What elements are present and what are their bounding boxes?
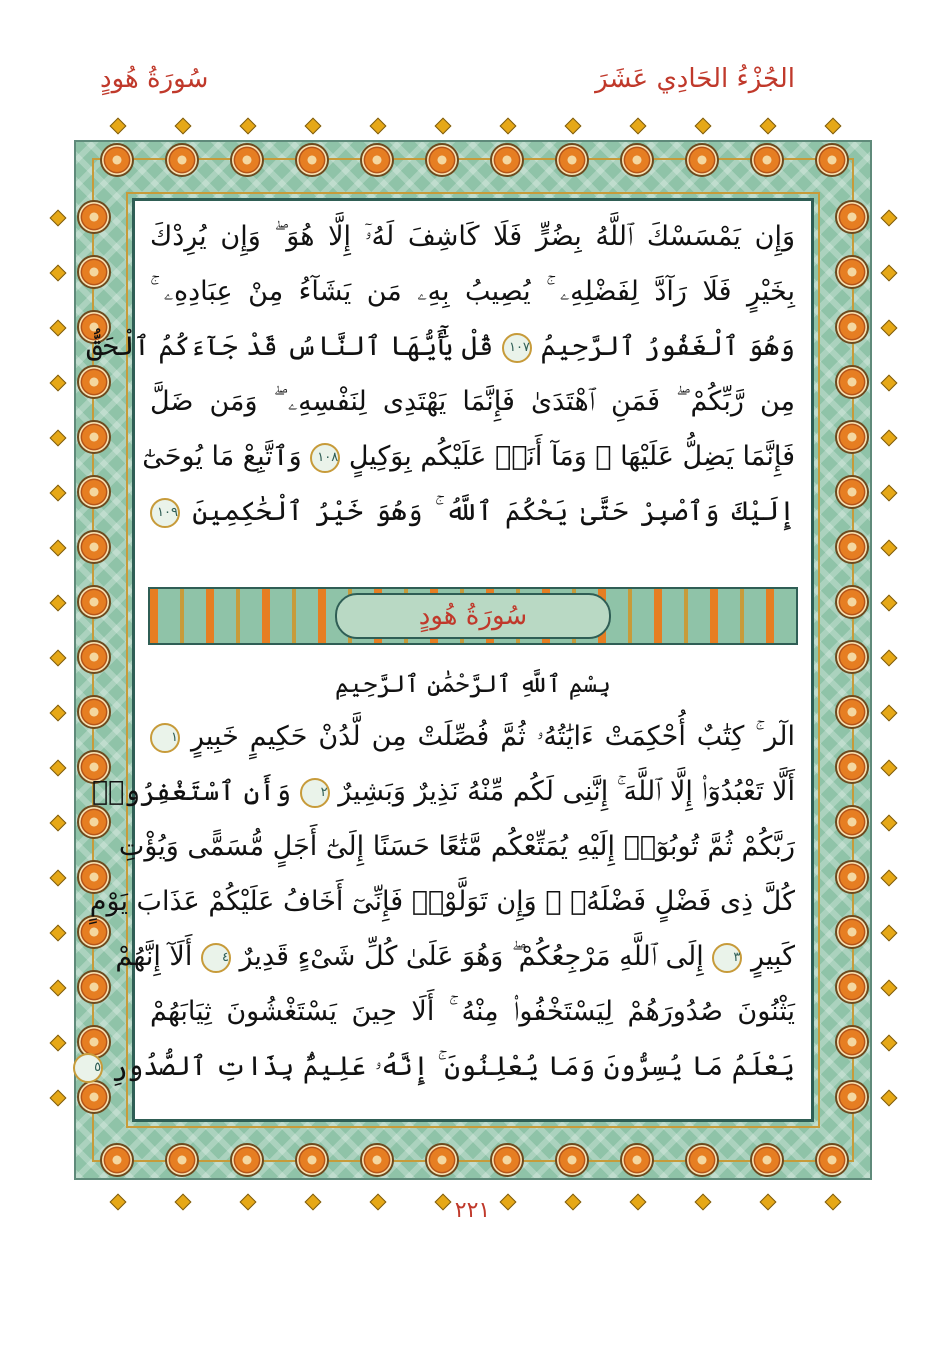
medallion-ornament-icon bbox=[835, 475, 869, 509]
verse-text: وَأَنِ ٱسْتَغْفِرُوا۟ bbox=[91, 776, 292, 807]
diamond-ornament-icon bbox=[50, 815, 67, 832]
verse-text: الٓر ۚ كِتَٰبٌ أُحْكِمَتْ ءَايَٰتُهُۥ ثُمَّ فُصِّلَتْ مِن لَّدُنْ حَكِيمٍ خَبِيرٍ bbox=[190, 721, 795, 752]
verse-line bbox=[118, 822, 795, 872]
verse-line bbox=[91, 767, 795, 817]
diamond-ornament-icon bbox=[881, 760, 898, 777]
medallion-ornament-icon bbox=[835, 255, 869, 289]
medallion-ornament-icon bbox=[425, 143, 459, 177]
ayah-number-marker: ١٠٨ bbox=[310, 443, 340, 473]
medallion-ornament-icon bbox=[77, 530, 111, 564]
diamond-ornament-icon bbox=[175, 118, 192, 135]
medallion-ornament-icon bbox=[750, 143, 784, 177]
ayah-number-marker: ٢ bbox=[300, 778, 330, 808]
ayah-number-marker: ١٠٧ bbox=[502, 333, 532, 363]
diamond-ornament-icon bbox=[240, 118, 257, 135]
verse-line bbox=[150, 267, 795, 317]
diamond-ornament-icon bbox=[500, 118, 517, 135]
diamond-ornament-icon bbox=[881, 320, 898, 337]
diamond-ornament-icon bbox=[50, 705, 67, 722]
medallion-ornament-icon bbox=[490, 1143, 524, 1177]
diamond-ornament-icon bbox=[881, 265, 898, 282]
medallion-ornament-icon bbox=[77, 200, 111, 234]
verse-text: كُلَّ ذِى فَضْلٍ فَضْلَهُۥ ۖ وَإِن تَوَلَّوْا۟ فَإِنِّىٓ أَخَافُ عَلَيْكُمْ عَذَابَ يَوْمٍ bbox=[89, 886, 795, 917]
diamond-ornament-icon bbox=[881, 210, 898, 227]
verse-text: قُلْ يَٰٓأَيُّهَا ٱلنَّاسُ قَدْ جَآءَكُمُ ٱلْحَقُّ bbox=[86, 331, 494, 362]
medallion-ornament-icon bbox=[230, 143, 264, 177]
verse-text: أَلَآ إِنَّهُمْ bbox=[115, 941, 193, 972]
diamond-ornament-icon bbox=[881, 870, 898, 887]
ayah-number-marker: ١٠٩ bbox=[150, 498, 180, 528]
verse-line bbox=[115, 932, 795, 982]
diamond-ornament-icon bbox=[50, 1090, 67, 1107]
surah-header: سُورَةُ هُودٍ bbox=[100, 64, 209, 94]
ayah-number-marker: ١ bbox=[150, 723, 180, 753]
verse-line bbox=[150, 212, 795, 262]
diamond-ornament-icon bbox=[881, 815, 898, 832]
medallion-ornament-icon bbox=[835, 750, 869, 784]
verse-text: إِلَى ٱللَّهِ مَرْجِعُكُمْ ۖ وَهُوَ عَلَىٰ كُلِّ شَىْءٍ قَدِيرٌ bbox=[239, 941, 704, 972]
medallion-ornament-icon bbox=[77, 475, 111, 509]
verse-line bbox=[142, 432, 795, 482]
medallion-ornament-icon bbox=[425, 1143, 459, 1177]
medallion-ornament-icon bbox=[835, 640, 869, 674]
medallion-ornament-icon bbox=[165, 1143, 199, 1177]
medallion-ornament-icon bbox=[835, 695, 869, 729]
diamond-ornament-icon bbox=[370, 118, 387, 135]
diamond-ornament-icon bbox=[881, 1035, 898, 1052]
diamond-ornament-icon bbox=[50, 485, 67, 502]
medallion-ornament-icon bbox=[555, 143, 589, 177]
medallion-ornament-icon bbox=[100, 1143, 134, 1177]
verse-text: كَبِيرٍ bbox=[750, 941, 795, 972]
medallion-ornament-icon bbox=[815, 1143, 849, 1177]
ayah-number-marker: ٥ bbox=[73, 1053, 103, 1083]
medallion-ornament-icon bbox=[620, 1143, 654, 1177]
diamond-ornament-icon bbox=[565, 118, 582, 135]
medallion-ornament-icon bbox=[835, 365, 869, 399]
ayah-number-marker: ٤ bbox=[201, 943, 231, 973]
medallion-ornament-icon bbox=[835, 310, 869, 344]
surah-banner-title: سُورَةُ هُودٍ bbox=[418, 601, 528, 631]
diamond-ornament-icon bbox=[50, 595, 67, 612]
verse-text: إِلَيْكَ وَٱصْبِرْ حَتَّىٰ يَحْكُمَ ٱللَّهُ ۚ وَهُوَ خَيْرُ ٱلْحَٰكِمِينَ bbox=[192, 496, 795, 527]
diamond-ornament-icon bbox=[695, 118, 712, 135]
verse-text: أَلَّا تَعْبُدُوٓا۟ إِلَّا ٱللَّهَ ۚ إِنَّنِى لَكُم مِّنْهُ نَذِيرٌ وَبَشِيرٌ bbox=[338, 776, 795, 807]
diamond-ornament-icon bbox=[50, 430, 67, 447]
medallion-ornament-icon bbox=[835, 860, 869, 894]
verse-line bbox=[89, 877, 795, 927]
verse-text: رَبَّكُمْ ثُمَّ تُوبُوٓا۟ إِلَيْهِ يُمَتِّعْكُم مَّتَٰعًا حَسَنًا إِلَىٰٓ أَجَلٍ مُّسَمًّى وَيُؤْتِ bbox=[118, 831, 795, 862]
medallion-ornament-icon bbox=[77, 585, 111, 619]
medallion-ornament-icon bbox=[835, 805, 869, 839]
medallion-ornament-icon bbox=[77, 255, 111, 289]
medallion-ornament-icon bbox=[835, 585, 869, 619]
medallion-ornament-icon bbox=[685, 143, 719, 177]
diamond-ornament-icon bbox=[305, 118, 322, 135]
verse-text: وَإِن يَمْسَسْكَ ٱللَّهُ بِضُرٍّ فَلَا كَاشِفَ لَهُۥٓ إِلَّا هُوَ ۖ وَإِن يُرِدْكَ bbox=[150, 221, 795, 252]
diamond-ornament-icon bbox=[50, 375, 67, 392]
verse-line bbox=[150, 487, 795, 537]
medallion-ornament-icon bbox=[360, 1143, 394, 1177]
verse-line bbox=[150, 712, 795, 762]
diamond-ornament-icon bbox=[881, 980, 898, 997]
medallion-ornament-icon bbox=[100, 143, 134, 177]
verse-text: وَٱتَّبِعْ مَا يُوحَىٰٓ bbox=[142, 441, 302, 472]
verse-text: مِن رَّبِّكُمْ ۖ فَمَنِ ٱهْتَدَىٰ فَإِنَّمَا يَهْتَدِى لِنَفْسِهِۦ ۖ وَمَن ضَلَّ bbox=[150, 386, 795, 417]
surah-banner-cartouche bbox=[335, 593, 611, 639]
medallion-ornament-icon bbox=[835, 915, 869, 949]
diamond-ornament-icon bbox=[50, 650, 67, 667]
diamond-ornament-icon bbox=[50, 1035, 67, 1052]
diamond-ornament-icon bbox=[881, 650, 898, 667]
diamond-ornament-icon bbox=[881, 1090, 898, 1107]
medallion-ornament-icon bbox=[77, 640, 111, 674]
medallion-ornament-icon bbox=[77, 695, 111, 729]
medallion-ornament-icon bbox=[685, 1143, 719, 1177]
verse-text: يَثْنُونَ صُدُورَهُمْ لِيَسْتَخْفُوا۟ مِنْهُ ۚ أَلَا حِينَ يَسْتَغْشُونَ ثِيَابَهُمْ bbox=[150, 996, 795, 1027]
basmala: بِسْمِ ٱللَّهِ ٱلرَّحْمَٰنِ ٱلرَّحِيمِ bbox=[334, 670, 611, 698]
medallion-ornament-icon bbox=[295, 1143, 329, 1177]
diamond-ornament-icon bbox=[110, 118, 127, 135]
medallion-ornament-icon bbox=[77, 420, 111, 454]
diamond-ornament-icon bbox=[630, 118, 647, 135]
diamond-ornament-icon bbox=[50, 760, 67, 777]
medallion-ornament-icon bbox=[360, 143, 394, 177]
verse-text: وَهُوَ ٱلْغَفُورُ ٱلرَّحِيمُ bbox=[540, 331, 795, 362]
diamond-ornament-icon bbox=[760, 118, 777, 135]
verse-line bbox=[94, 1042, 795, 1092]
ayah-number-marker: ٣ bbox=[712, 943, 742, 973]
medallion-ornament-icon bbox=[750, 1143, 784, 1177]
diamond-ornament-icon bbox=[881, 430, 898, 447]
verse-text: فَإِنَّمَا يَضِلُّ عَلَيْهَا ۖ وَمَآ أَنَا۠ عَلَيْكُم بِوَكِيلٍ bbox=[348, 441, 795, 472]
verse-line bbox=[86, 322, 795, 372]
medallion-ornament-icon bbox=[835, 530, 869, 564]
verse-line bbox=[150, 377, 795, 427]
diamond-ornament-icon bbox=[881, 375, 898, 392]
diamond-ornament-icon bbox=[881, 925, 898, 942]
diamond-ornament-icon bbox=[50, 870, 67, 887]
medallion-ornament-icon bbox=[77, 970, 111, 1004]
medallion-ornament-icon bbox=[835, 420, 869, 454]
diamond-ornament-icon bbox=[825, 118, 842, 135]
verse-text: بِخَيْرٍ فَلَا رَآدَّ لِفَضْلِهِۦ ۚ يُصِيبُ بِهِۦ مَن يَشَآءُ مِنْ عِبَادِهِۦ ۚ bbox=[150, 276, 795, 307]
medallion-ornament-icon bbox=[835, 1080, 869, 1114]
page-number: ٢٢١ bbox=[454, 1198, 491, 1223]
medallion-ornament-icon bbox=[230, 1143, 264, 1177]
diamond-ornament-icon bbox=[881, 595, 898, 612]
diamond-ornament-icon bbox=[50, 320, 67, 337]
medallion-ornament-icon bbox=[165, 143, 199, 177]
juz-header: الجُزْءُ الحَادِي عَشَرَ bbox=[595, 64, 795, 94]
verse-line bbox=[150, 987, 795, 1037]
medallion-ornament-icon bbox=[620, 143, 654, 177]
medallion-ornament-icon bbox=[835, 970, 869, 1004]
diamond-ornament-icon bbox=[50, 540, 67, 557]
diamond-ornament-icon bbox=[50, 925, 67, 942]
diamond-ornament-icon bbox=[435, 118, 452, 135]
diamond-ornament-icon bbox=[50, 980, 67, 997]
diamond-ornament-icon bbox=[50, 265, 67, 282]
medallion-ornament-icon bbox=[815, 143, 849, 177]
diamond-ornament-icon bbox=[881, 705, 898, 722]
verse-text: يَعْلَمُ مَا يُسِرُّونَ وَمَا يُعْلِنُونَ ۚ إِنَّهُۥ عَلِيمٌۢ بِذَاتِ ٱلصُّدُورِ bbox=[111, 1051, 795, 1082]
diamond-ornament-icon bbox=[881, 540, 898, 557]
diamond-ornament-icon bbox=[881, 485, 898, 502]
medallion-ornament-icon bbox=[835, 200, 869, 234]
medallion-ornament-icon bbox=[835, 1025, 869, 1059]
medallion-ornament-icon bbox=[295, 143, 329, 177]
medallion-ornament-icon bbox=[490, 143, 524, 177]
diamond-ornament-icon bbox=[50, 210, 67, 227]
medallion-ornament-icon bbox=[555, 1143, 589, 1177]
